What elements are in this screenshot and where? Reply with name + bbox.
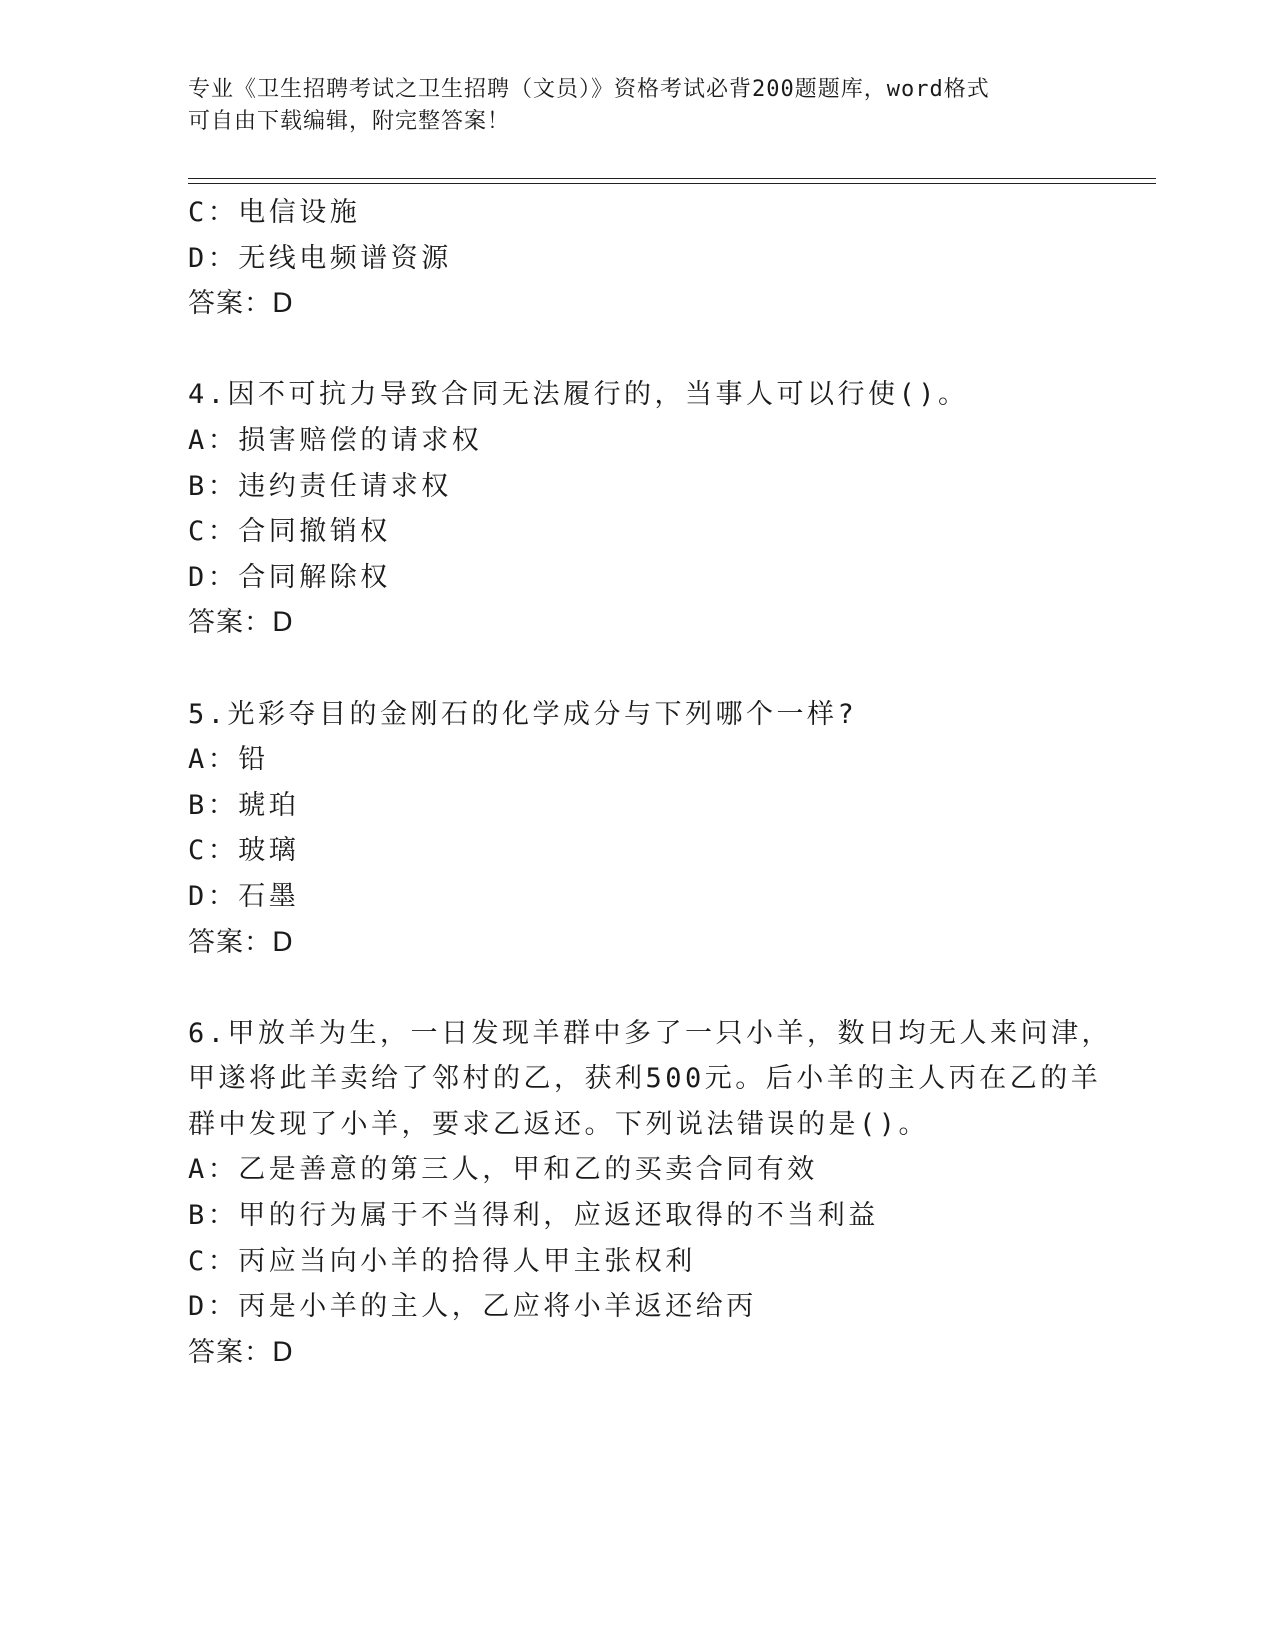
question-block-5 (188, 692, 1148, 966)
header-line-2: 可自由下载编辑，附完整答案！ (188, 109, 511, 134)
question-stem: 5.光彩夺目的金刚石的化学成分与下列哪个一样? (188, 698, 858, 730)
option-b: B：琥珀 (188, 789, 300, 821)
question-stem: 4.因不可抗力导致合同无法履行的，当事人可以行使()。 (188, 379, 969, 411)
question-block-4 (188, 372, 1148, 646)
option-d: D：石墨 (188, 880, 300, 912)
option-c: C：丙应当向小羊的拾得人甲主张权利 (188, 1245, 696, 1277)
option-d: D：合同解除权 (188, 561, 391, 593)
option-a: A：乙是善意的第三人，甲和乙的买卖合同有效 (188, 1154, 818, 1186)
spacer (188, 646, 1148, 692)
answer-line: 答案：D (188, 926, 294, 958)
answer-line: 答案：D (188, 288, 294, 320)
answer-line: 答案：D (188, 607, 294, 639)
question-block-6 (188, 1011, 1148, 1376)
question-stem-line-3: 群中发现了小羊，要求乙返还。下列说法错误的是()。 (188, 1108, 930, 1140)
option-c: C：玻璃 (188, 835, 300, 867)
option-a: A：损害赔偿的请求权 (188, 424, 483, 456)
spacer (188, 327, 1148, 373)
option-d: D：无线电频谱资源 (188, 242, 452, 274)
question-block-3 (188, 190, 1148, 327)
question-stem-line-2: 甲遂将此羊卖给了邻村的乙，获利500元。后小羊的主人丙在乙的羊 (188, 1063, 1102, 1095)
spacer (188, 965, 1148, 1011)
question-list (188, 190, 1148, 1375)
header-divider-top (188, 178, 1156, 179)
option-c: C：合同撤销权 (188, 516, 391, 548)
answer-line: 答案：D (188, 1336, 294, 1368)
header-divider-bottom (188, 183, 1156, 184)
question-stem-line-1: 6.甲放羊为生，一日发现羊群中多了一只小羊，数日均无人来问津， (188, 1017, 1113, 1049)
header-line-1: 专业《卫生招聘考试之卫生招聘（文员）》资格考试必背200题题库，word格式 (188, 77, 990, 102)
option-d: D：丙是小羊的主人，乙应将小羊返还给丙 (188, 1291, 757, 1323)
option-b: B：甲的行为属于不当得利，应返还取得的不当利益 (188, 1200, 879, 1232)
document-header (188, 74, 1088, 138)
option-b: B：违约责任请求权 (188, 470, 452, 502)
option-a: A：铅 (188, 744, 269, 776)
option-c: C：电信设施 (188, 197, 361, 228)
